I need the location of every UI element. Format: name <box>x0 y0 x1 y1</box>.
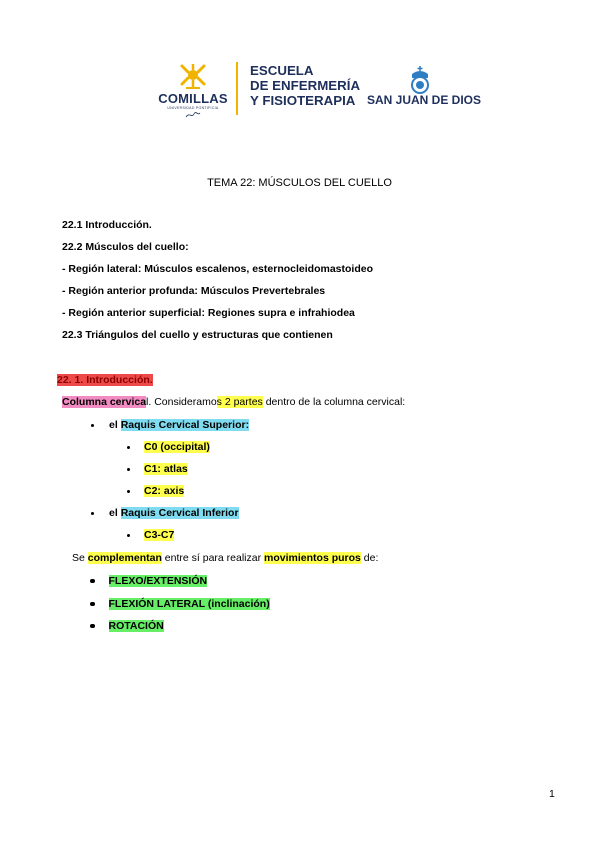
page-title: TEMA 22: MÚSCULOS DEL CUELLO <box>207 177 392 189</box>
page-number: 1 <box>549 788 555 800</box>
comillas-name: COMILLAS <box>158 91 228 106</box>
index-item: - Región anterior profunda: Músculos Prevertebrales <box>62 285 326 297</box>
bullet-icon <box>127 490 130 493</box>
superior-prefix: el <box>109 419 121 431</box>
index-item: 22.3 Triángulos del cuello y estructuras que contienen <box>62 329 333 341</box>
list-item <box>127 528 174 542</box>
movement-item <box>90 597 270 611</box>
list-item <box>127 440 210 454</box>
list-item-text: C2: axis <box>144 485 185 497</box>
intro-text-2: dentro de la columna cervical: <box>262 396 406 408</box>
comillas-logo <box>156 62 230 120</box>
complement-text-2: entre sí para realizar <box>161 552 265 564</box>
list-item <box>127 484 184 498</box>
index-item: - Región lateral: Músculos escalenos, esternocleidomastoideo <box>62 263 374 275</box>
intro-text-1: l. Consideramo <box>146 396 217 408</box>
movement-item <box>90 619 164 633</box>
logo-divider <box>236 62 238 115</box>
superior-label: Raquis Cervical Superior: <box>120 419 250 431</box>
section-heading-text: 22. 1. Introducción. <box>57 374 153 386</box>
term-columna-cervical: Columna cervica <box>62 396 147 408</box>
list-item-inferior <box>91 506 239 520</box>
bullet-icon <box>90 624 95 629</box>
comillas-subtitle: UNIVERSIDAD PONTIFICIA <box>167 106 219 110</box>
school-line-1: ESCUELA <box>250 63 314 78</box>
bullet-icon <box>127 468 130 471</box>
san-juan-de-dios-name: SAN JUAN DE DIOS <box>367 93 482 107</box>
list-item <box>127 462 188 476</box>
movement-text: FLEXIÓN LATERAL (inclinación) <box>108 598 270 610</box>
index-item: 22.2 Músculos del cuello: <box>62 241 189 253</box>
index-item: - Región anterior superficial: Regiones supra e infrahiodea <box>62 307 355 319</box>
movement-item <box>90 574 207 588</box>
san-juan-de-dios-emblem-icon <box>406 65 434 95</box>
list-item-text: C1: atlas <box>144 463 188 475</box>
school-line-3: Y FISIOTERAPIA <box>250 93 356 108</box>
highlight-2-partes: s 2 partes <box>216 396 263 408</box>
signature-icon <box>184 111 202 119</box>
movement-text: ROTACIÓN <box>108 620 164 632</box>
bullet-icon <box>127 534 130 537</box>
list-item-text: C3-C7 <box>144 529 175 541</box>
movement-text: FLEXO/EXTENSIÓN <box>108 575 208 587</box>
inferior-label: Raquis Cervical Inferior <box>120 507 239 519</box>
list-item-superior <box>91 418 249 432</box>
school-line-2: DE ENFERMERÍA <box>250 78 361 93</box>
highlight-complementan: complementan <box>87 552 162 564</box>
highlight-movimientos-puros: movimientos puros <box>264 552 361 564</box>
comillas-crest-icon <box>176 62 210 92</box>
intro-paragraph <box>62 395 405 409</box>
bullet-icon <box>90 579 95 584</box>
list-item-text: C0 (occipital) <box>144 441 210 453</box>
bullet-icon <box>127 446 130 449</box>
bullet-icon <box>91 512 94 515</box>
index-item: 22.1 Introducción. <box>62 219 152 231</box>
bullet-icon <box>91 424 94 427</box>
school-name <box>250 63 360 108</box>
inferior-prefix: el <box>109 507 121 519</box>
complement-text-3: de: <box>360 552 379 564</box>
bullet-icon <box>90 602 95 607</box>
complement-paragraph <box>72 551 378 565</box>
complement-text-1: Se <box>72 552 88 564</box>
section-heading <box>57 373 153 387</box>
